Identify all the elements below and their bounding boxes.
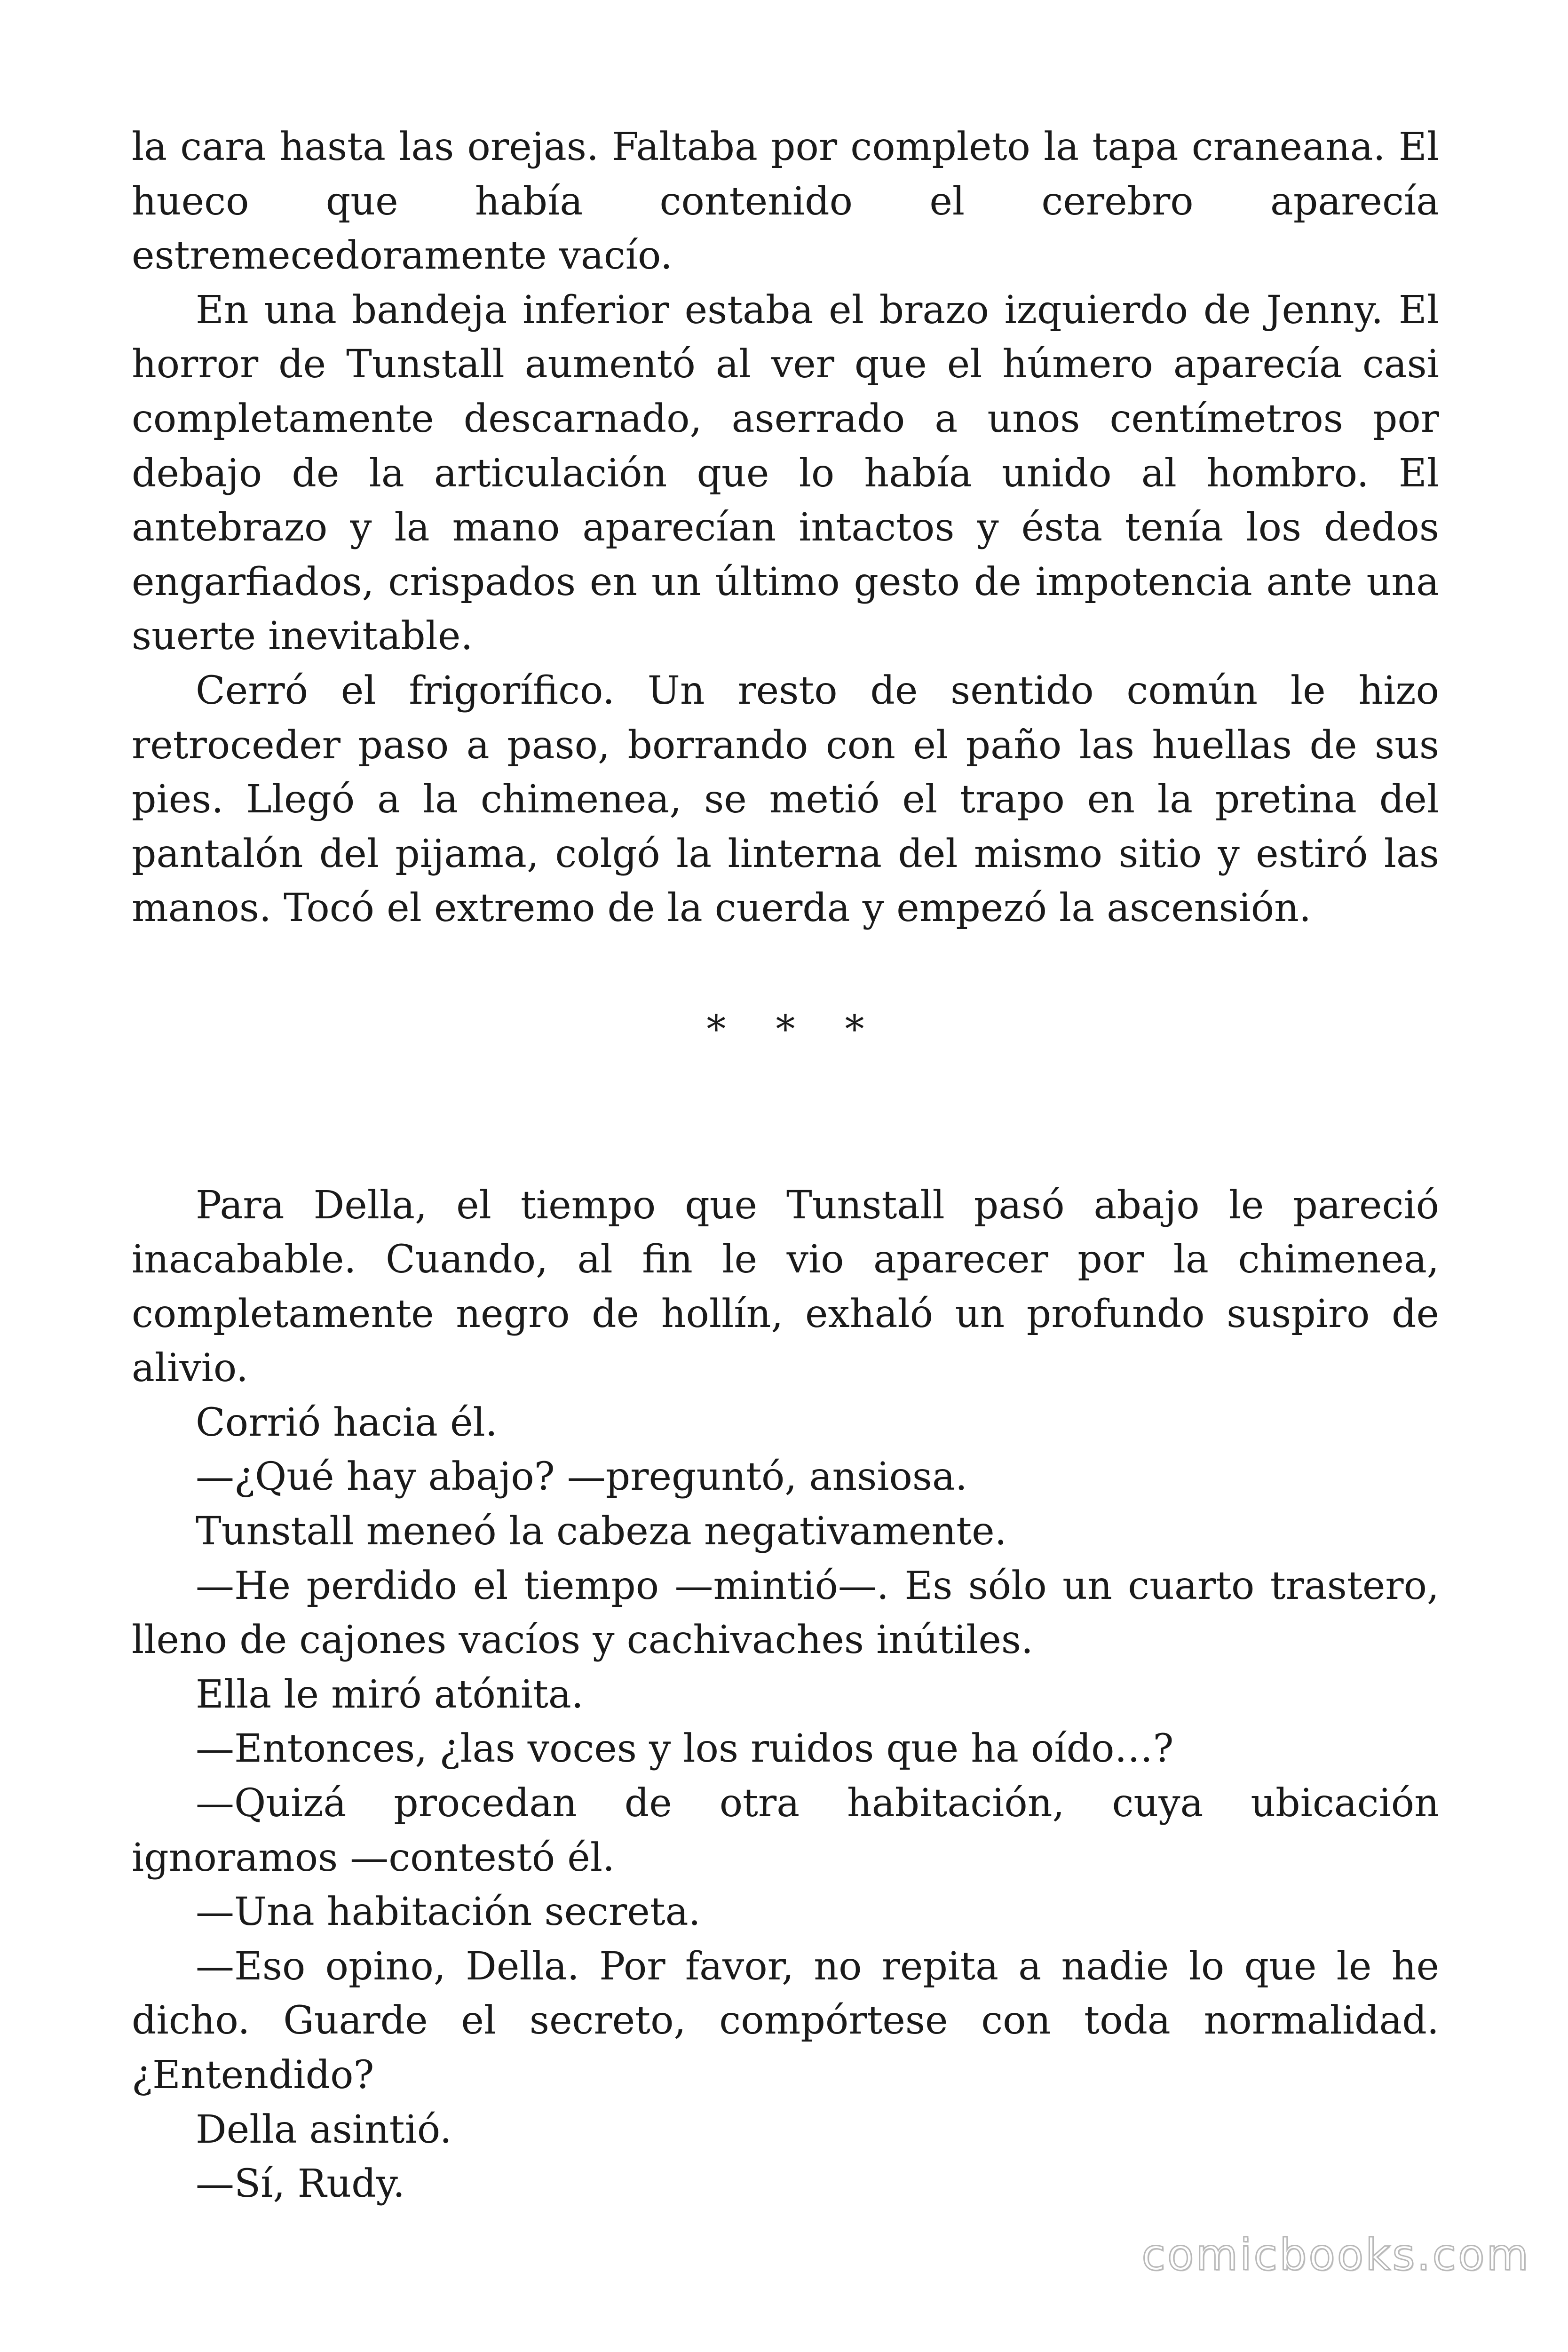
watermark: comicbooks.com <box>1141 2230 1530 2280</box>
paragraph: En una bandeja inferior estaba el brazo izquierdo de Jenny. El horror de Tunstall aumentó al ver que el húmero aparecía casi completamente descarnado, aserrado a unos centímetros por debajo de la articulación que lo había unido al hombro. El antebrazo y la mano aparecían intactos y ésta tenía los dedos engarfiados, crispados en un último gesto de impotencia ante una suerte inevitable. <box>132 287 1439 659</box>
paragraph: —He perdido el tiempo —mintió—. Es sólo un cuarto trastero, lleno de cajones vacíos y cachivaches inútiles. <box>132 1563 1439 1663</box>
spacer <box>132 1057 1439 1178</box>
paragraph: Tunstall meneó la cabeza negativamente. <box>196 1509 1007 1554</box>
paragraph: —Eso opino, Della. Por favor, no repita a nadie lo que le he dicho. Guarde el secreto, compórtese con toda normalidad. ¿Entendido? <box>132 1944 1439 2098</box>
page-body <box>132 120 1439 2211</box>
spacer <box>132 936 1439 1002</box>
paragraph: —Sí, Rudy. <box>196 2161 405 2207</box>
paragraph: Ella le miró atónita. <box>196 1672 584 1717</box>
paragraph: —Quizá procedan de otra habitación, cuya ubicación ignoramos —contestó él. <box>132 1781 1439 1880</box>
paragraph: Para Della, el tiempo que Tunstall pasó abajo le pareció inacabable. Cuando, al fin le vio aparecer por la chimenea, completamente negro de hollín, exhaló un profundo suspiro de alivio. <box>132 1183 1439 1391</box>
paragraph: Corrió hacia él. <box>196 1400 498 1445</box>
paragraph: —Una habitación secreta. <box>196 1890 701 1935</box>
paragraph: Della asintió. <box>196 2107 452 2152</box>
paragraph: la cara hasta las orejas. Faltaba por completo la tapa craneana. El hueco que había contenido el cerebro aparecía estremecedoramente vacío. <box>132 125 1439 278</box>
section-separator: * * * <box>706 1007 883 1052</box>
paragraph: —¿Qué hay abajo? —preguntó, ansiosa. <box>196 1454 967 1500</box>
paragraph: —Entonces, ¿las voces y los ruidos que ha oído…? <box>196 1726 1174 1772</box>
paragraph: Cerró el frigorífico. Un resto de sentido común le hizo retroceder paso a paso, borrando con el paño las huellas de sus pies. Llegó a la chimenea, se metió el trapo en la pretina del pantalón del pijama, colgó la linterna del mismo sitio y estiró las manos. Tocó el extremo de la cuerda y empezó la ascensión. <box>132 668 1439 931</box>
